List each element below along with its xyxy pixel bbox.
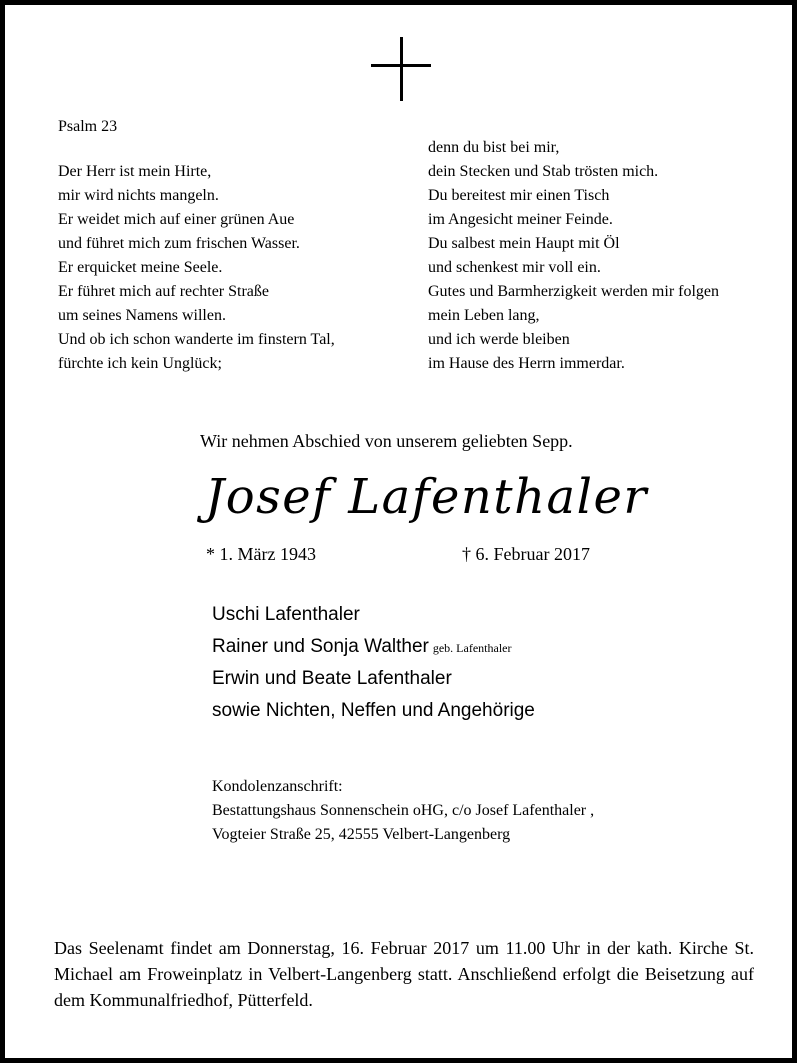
deceased-name: Josef Lafenthaler <box>205 469 648 525</box>
mourner <box>212 601 535 633</box>
psalm-line: im Angesicht meiner Feinde. <box>428 211 613 228</box>
psalm-line: Er erquicket meine Seele. <box>58 259 223 276</box>
psalm-line: und ich werde bleiben <box>428 331 570 348</box>
mourner-note: geb. Lafenthaler <box>432 641 512 655</box>
cross-icon <box>369 37 433 101</box>
death-date: † 6. Februar 2017 <box>462 544 590 564</box>
psalm-line: mir wird nichts mangeln. <box>58 187 219 204</box>
psalm-line: dein Stecken und Stab trösten mich. <box>428 163 659 180</box>
psalm-line: denn du bist bei mir, <box>428 139 560 156</box>
mourner-name: sowie Nichten, Neffen und Angehörige <box>212 700 535 721</box>
psalm-right-column <box>428 136 719 376</box>
condolence-address <box>212 775 594 847</box>
psalm-left-column <box>58 160 335 376</box>
psalm-line: fürchte ich kein Unglück; <box>58 355 222 372</box>
mourners-list <box>212 601 535 729</box>
service-announcement: Das Seelenamt findet am Donnerstag, 16. Februar 2017 um 11.00 Uhr in der kath. Kirche St. Michael am Froweinplatz in Velbert-Langenberg statt. Anschließend erfolgt die Beisetzung auf dem Kommunalfriedhof, Pütterfeld. <box>54 938 754 1010</box>
psalm-line: Gutes und Barmherzigkeit werden mir folgen <box>428 283 720 300</box>
mourner-name: Uschi Lafenthaler <box>212 604 360 625</box>
farewell-intro: Wir nehmen Abschied von unserem geliebten Sepp. <box>200 431 573 451</box>
psalm-line: und führet mich zum frischen Wasser. <box>58 235 300 252</box>
psalm-line: Und ob ich schon wanderte im finstern Tal, <box>58 331 335 348</box>
mourner-name: Erwin und Beate Lafenthaler <box>212 668 452 689</box>
mourner <box>212 697 535 729</box>
psalm-line: Der Herr ist mein Hirte, <box>58 163 212 180</box>
mourner <box>212 633 535 665</box>
mourner-name: Rainer und Sonja Walther <box>212 636 429 657</box>
psalm-line: im Hause des Herrn immerdar. <box>428 355 625 372</box>
psalm-line: Er führet mich auf rechter Straße <box>58 283 270 300</box>
birth-date: * 1. März 1943 <box>206 544 316 564</box>
psalm-line: Du salbest mein Haupt mit Öl <box>428 235 620 252</box>
condolence-line: Bestattungshaus Sonnenschein oHG, c/o Josef Lafenthaler , <box>212 802 595 819</box>
condolence-label: Kondolenzanschrift: <box>212 778 343 795</box>
psalm-line: und schenkest mir voll ein. <box>428 259 601 276</box>
psalm-line: Du bereitest mir einen Tisch <box>428 187 610 204</box>
mourner <box>212 665 535 697</box>
psalm-line: Er weidet mich auf einer grünen Aue <box>58 211 295 228</box>
psalm-line: mein Leben lang, <box>428 307 540 324</box>
psalm-title: Psalm 23 <box>58 118 118 135</box>
psalm-line: um seines Namens willen. <box>58 307 226 324</box>
condolence-line: Vogteier Straße 25, 42555 Velbert-Langenberg <box>212 826 511 843</box>
